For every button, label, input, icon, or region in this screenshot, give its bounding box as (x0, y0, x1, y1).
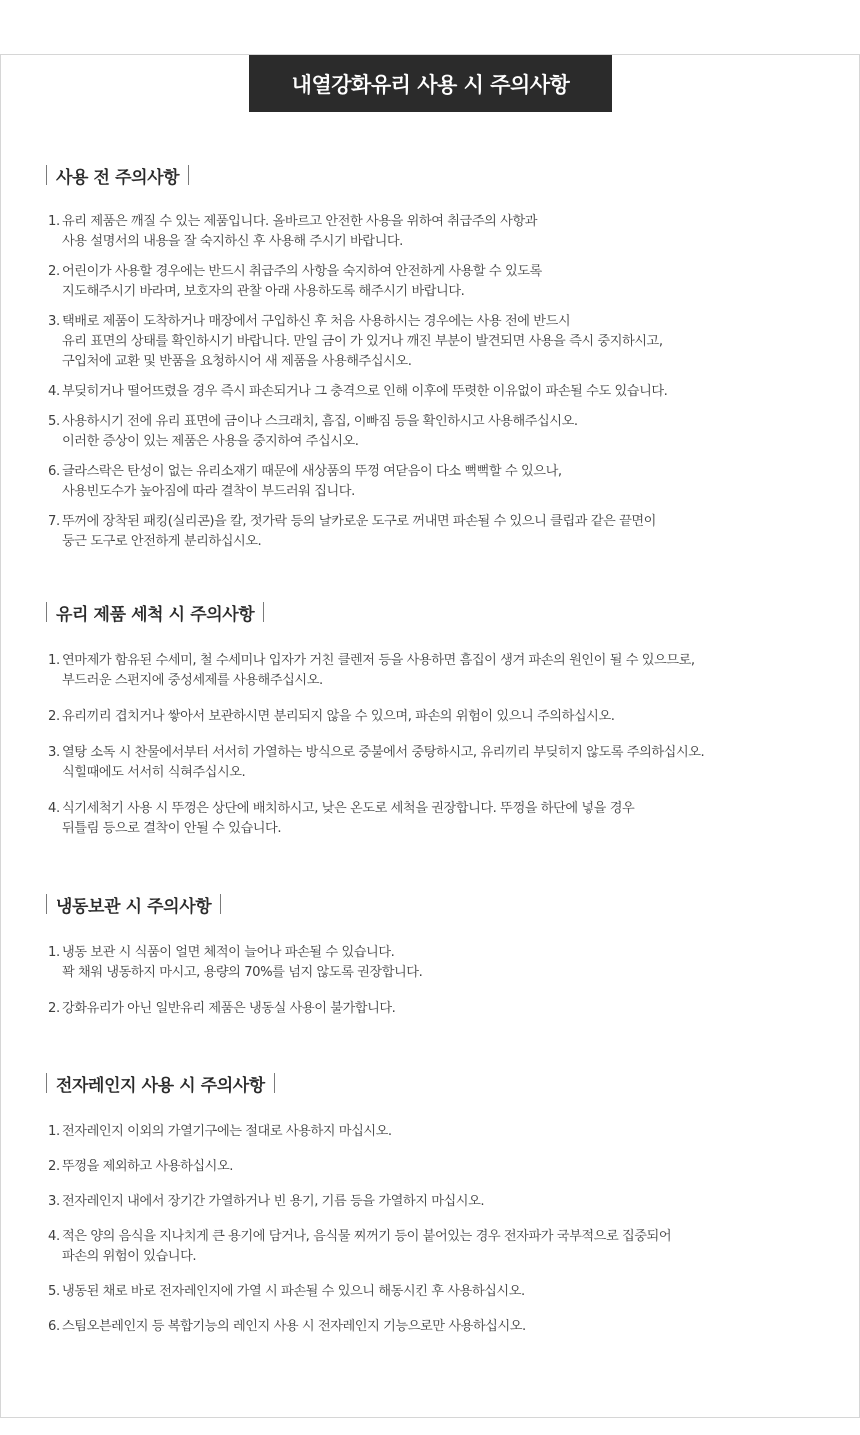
item-text: 택배로 제품이 도착하거나 매장에서 구입하신 후 처음 사용하시는 경우에는 사용 전에 반드시 (62, 314, 571, 329)
item-text: 식기세척기 사용 시 뚜껑은 상단에 배치하시고, 낮은 온도로 세척을 권장합니다. 뚜껑을 하단에 넣을 경우 (62, 801, 635, 816)
item-number: 6. (48, 464, 60, 479)
item-text: 적은 양의 음식을 지나치게 큰 용기에 담거나, 음식물 찌꺼기 등이 붙어있는 경우 전자파가 국부적으로 집중되어 (62, 1229, 672, 1244)
list-item (46, 212, 826, 252)
item-text: 부딪히거나 떨어뜨렸을 경우 즉시 파손되거나 그 충격으로 인해 이후에 뚜렷한 이유없이 파손될 수도 있습니다. (62, 384, 668, 399)
list-item (46, 1227, 826, 1267)
item-number: 5. (48, 1284, 60, 1299)
item-number: 2. (48, 264, 60, 279)
section-heading-text: 사용 전 주의사항 (56, 167, 180, 188)
page-title (249, 55, 612, 112)
item-number: 4. (48, 384, 60, 399)
section-before-use (46, 162, 826, 552)
item-text: 유리 표면의 상태를 확인하시기 바랍니다. 만일 금이 가 있거나 깨진 부분이 발견되면 사용을 즉시 중지하시고, (62, 334, 663, 349)
section-heading (46, 599, 826, 625)
list-item (46, 1157, 826, 1177)
list-item (46, 262, 826, 302)
item-text: 냉동 보관 시 식품이 얼면 체적이 늘어나 파손될 수 있습니다. (62, 945, 395, 960)
list-item (46, 651, 826, 691)
heading-divider-left (46, 602, 47, 622)
item-number: 1. (48, 653, 60, 668)
list-item (46, 1317, 826, 1337)
item-number: 3. (48, 745, 60, 760)
item-text: 지도해주시기 바라며, 보호자의 관찰 아래 사용하도록 해주시기 바랍니다. (62, 284, 465, 299)
section-heading-text: 전자레인지 사용 시 주의사항 (56, 1075, 265, 1096)
section-heading (46, 1070, 826, 1096)
heading-divider-right (274, 1073, 275, 1093)
list-item (46, 943, 826, 983)
item-text: 부드러운 스펀지에 중성세제를 사용해주십시오. (62, 673, 323, 688)
item-text: 글라스락은 탄성이 없는 유리소재기 때문에 새상품의 뚜껑 여닫음이 다소 뻑뻑할 수 있으나, (62, 464, 562, 479)
item-text: 사용하시기 전에 유리 표면에 금이나 스크래치, 흠집, 이빠짐 등을 확인하시고 사용해주십시오. (62, 414, 578, 429)
item-number: 6. (48, 1319, 60, 1334)
list-item (46, 1192, 826, 1212)
item-text: 전자레인지 이외의 가열기구에는 절대로 사용하지 마십시오. (62, 1124, 392, 1139)
list-item (46, 382, 826, 402)
item-text: 스팀오븐레인지 등 복합기능의 레인지 사용 시 전자레인지 기능으로만 사용하십시오. (62, 1319, 526, 1334)
heading-divider-right (263, 602, 264, 622)
item-text: 뚜꺼에 장착된 패킹(실리콘)을 칼, 젓가락 등의 날카로운 도구로 꺼내면 파손될 수 있으니 클립과 같은 끝면이 (62, 514, 656, 529)
item-number: 1. (48, 214, 60, 229)
section-heading-text: 유리 제품 세척 시 주의사항 (56, 604, 255, 625)
item-number: 7. (48, 514, 60, 529)
caution-list (46, 943, 826, 1019)
item-text: 유리끼리 겹치거나 쌓아서 보관하시면 분리되지 않을 수 있으며, 파손의 위험이 있으니 주의하십시오. (62, 709, 615, 724)
section-heading (46, 891, 826, 917)
item-text: 뒤틀림 등으로 결착이 안될 수 있습니다. (62, 821, 282, 836)
item-number: 2. (48, 1001, 60, 1016)
caution-list (46, 1122, 826, 1337)
item-number: 5. (48, 414, 60, 429)
page-title-text: 내열강화유리 사용 시 주의사항 (291, 72, 570, 97)
section-heading-text: 냉동보관 시 주의사항 (56, 896, 212, 917)
item-text: 사용빈도수가 높아짐에 따라 결착이 부드러워 집니다. (62, 484, 355, 499)
item-number: 1. (48, 1124, 60, 1139)
item-number: 4. (48, 801, 60, 816)
list-item (46, 1282, 826, 1302)
item-text: 이러한 증상이 있는 제품은 사용을 중지하여 주십시오. (62, 434, 359, 449)
item-text: 파손의 위험이 있습니다. (62, 1249, 197, 1264)
item-text: 사용 설명서의 내용을 잘 숙지하신 후 사용해 주시기 바랍니다. (62, 234, 403, 249)
item-number: 4. (48, 1229, 60, 1244)
item-text: 어린이가 사용할 경우에는 반드시 취급주의 사항을 숙지하여 안전하게 사용할 수 있도록 (62, 264, 542, 279)
item-number: 1. (48, 945, 60, 960)
caution-list (46, 212, 826, 552)
item-text: 꽉 채워 냉동하지 마시고, 용량의 70%를 넘지 않도록 권장합니다. (62, 965, 423, 980)
list-item (46, 799, 826, 839)
section-heading (46, 162, 826, 188)
heading-divider-left (46, 894, 47, 914)
item-text: 강화유리가 아닌 일반유리 제품은 냉동실 사용이 불가합니다. (62, 1001, 396, 1016)
item-text: 뚜껑을 제외하고 사용하십시오. (62, 1159, 233, 1174)
list-item (46, 707, 826, 727)
heading-divider-right (188, 165, 189, 185)
list-item (46, 1122, 826, 1142)
heading-divider-left (46, 165, 47, 185)
section-glass-washing (46, 599, 826, 839)
item-number: 3. (48, 314, 60, 329)
item-text: 냉동된 채로 바로 전자레인지에 가열 시 파손될 수 있으니 해동시킨 후 사용하십시오. (62, 1284, 525, 1299)
item-text: 전자레인지 내에서 장기간 가열하거나 빈 용기, 기름 등을 가열하지 마십시오. (62, 1194, 485, 1209)
item-number: 3. (48, 1194, 60, 1209)
list-item (46, 312, 826, 372)
section-microwave-use (46, 1070, 826, 1337)
caution-list (46, 651, 826, 839)
item-text: 연마제가 함유된 수세미, 철 수세미나 입자가 거친 클렌저 등을 사용하면 흠집이 생겨 파손의 원인이 될 수 있으므로, (62, 653, 695, 668)
list-item (46, 999, 826, 1019)
item-text: 유리 제품은 깨질 수 있는 제품입니다. 올바르고 안전한 사용을 위하여 취급주의 사항과 (62, 214, 538, 229)
item-text: 열탕 소독 시 찬물에서부터 서서히 가열하는 방식으로 중불에서 중탕하시고, 유리끼리 부딪히지 않도록 주의하십시오. (62, 745, 705, 760)
list-item (46, 512, 826, 552)
list-item (46, 412, 826, 452)
section-freezer-storage (46, 891, 826, 1019)
heading-divider-right (220, 894, 221, 914)
item-number: 2. (48, 709, 60, 724)
heading-divider-left (46, 1073, 47, 1093)
list-item (46, 743, 826, 783)
list-item (46, 462, 826, 502)
item-text: 식힐때에도 서서히 식혀주십시오. (62, 765, 246, 780)
item-text: 둥근 도구로 안전하게 분리하십시오. (62, 534, 262, 549)
item-number: 2. (48, 1159, 60, 1174)
item-text: 구입처에 교환 및 반품을 요청하시어 새 제품을 사용해주십시오. (62, 354, 412, 369)
